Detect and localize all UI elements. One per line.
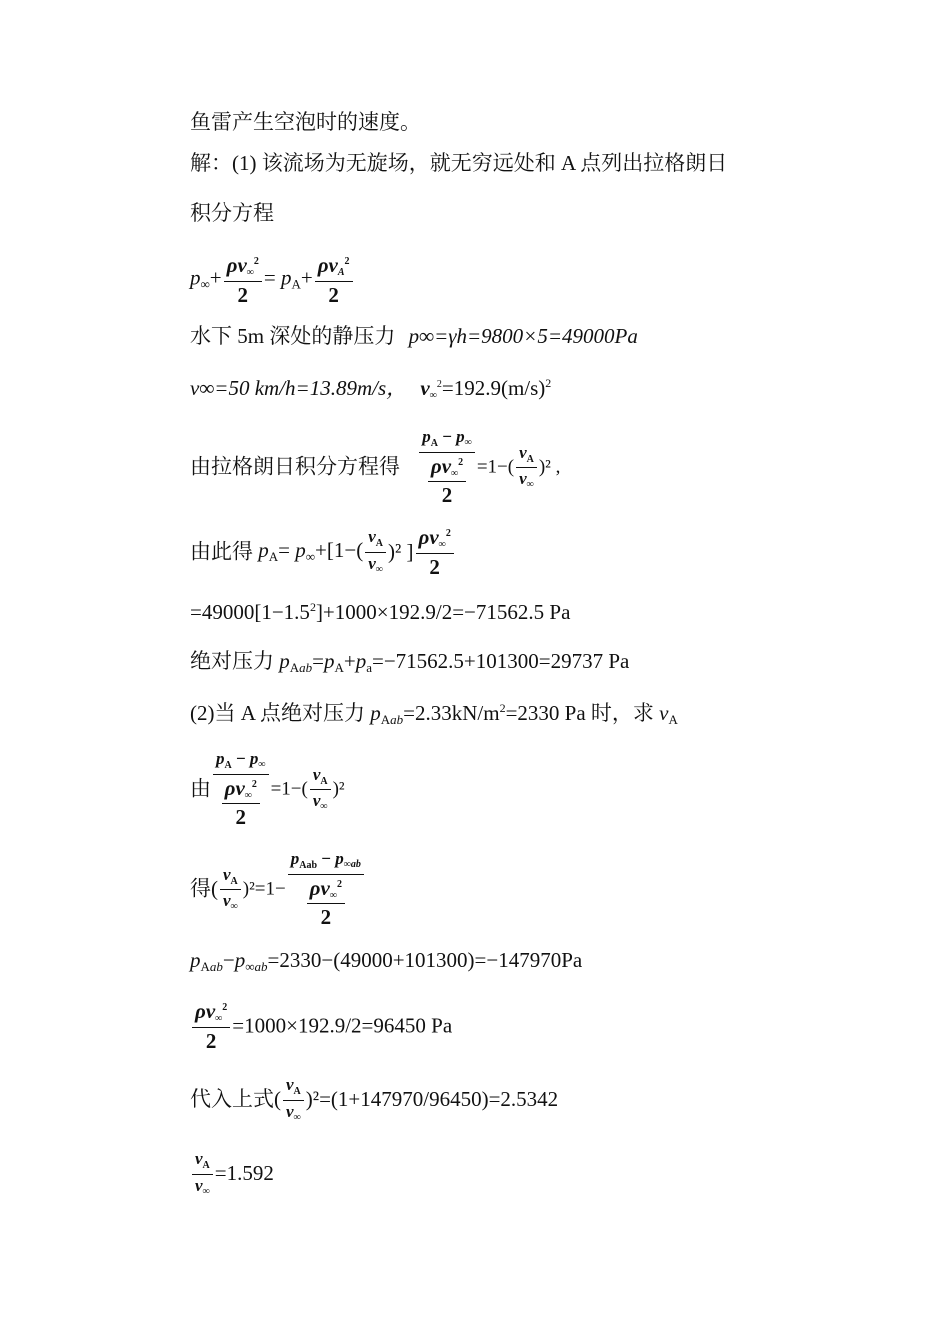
text-line-absolute-pressure: 绝对压力 $p_{Aab}=p_A+p_a=-71562.5+101300=29737$ Pa	[190, 649, 630, 675]
pa-value-a: =49000[1−1.5	[190, 600, 310, 624]
text-line-pa-value: $=49000[1-1.5^2]+1000\times 192.9/2=-71562.5$ Pa	[190, 600, 571, 624]
static-pressure-eq: p∞=γh=9800×5=49000Pa	[408, 324, 638, 348]
text-line-pressure-diff: $p_{Aab}-p_{\infty ab}=2330-(49000+101300)=-147970Pa$	[190, 948, 583, 974]
get-label: 得	[190, 876, 211, 901]
absolute-pressure-eq: =−71562.5+101300=29737 Pa	[372, 649, 630, 673]
pa-value-b: ]+1000×192.9/2=−71562.5 Pa	[315, 600, 571, 624]
static-pressure-label: 水下 5m 深处的静压力	[190, 324, 396, 348]
part2-c: =2330 Pa 时，求	[505, 701, 654, 725]
hence-label: 由此得	[190, 539, 253, 564]
ratio-eq: =1.592	[214, 1161, 274, 1185]
velocity-eq: v∞=50 km/h=13.89m/s，	[190, 376, 408, 400]
part2-a: (2)当 A 点绝对压力	[190, 701, 365, 725]
text-line-1: 鱼雷产生空泡时的速度。	[190, 110, 421, 134]
velocity-squared-eq: =192.9(m/s)	[441, 376, 546, 400]
text-line-velocity: v∞=50 km/h=13.89m/s， $v\infty^2=192.9(m/s)^2$	[190, 376, 552, 401]
text-line-2: 解：(1) 该流场为无旋场，就无穷远处和 A 点列出拉格朗日	[190, 151, 728, 175]
rhs-open: =1−(	[476, 456, 515, 478]
text-line-ratio: $\frac{v_A}{v\infty}$ =1.592	[190, 1150, 274, 1197]
text-line-static-pressure	[190, 326, 638, 347]
from-lagrange-label: 由拉格朗日积分方程得	[190, 454, 400, 479]
text-line-3: 积分方程	[190, 201, 274, 225]
substitute-eq: =(1+147970/96450)=2.5342	[319, 1087, 559, 1111]
equation-lagrange: $p_\infty+$ $\frac{\rho v\infty^2}{2}$ = $p_A+$ $\frac{\rho vA^2}{2}$	[190, 254, 355, 306]
absolute-pressure-label: 绝对压力	[190, 649, 274, 673]
dynamic-eq: =1000×192.9/2=96450 Pa	[232, 1013, 453, 1038]
substitute-label: 代入上式	[190, 1087, 274, 1111]
text-line-dynamic: $\frac{\rho v\infty^2}{2}$ =1000×192.9/2=96450 Pa	[190, 1000, 452, 1052]
text-line-part2: (2)当 A 点绝对压力 $p_{Aab}=2.33kN/m^2=2330$ Pa 时，求 $v_A$	[190, 701, 678, 727]
pressure-diff-eq: =2330−(49000+101300)=−147970Pa	[267, 948, 583, 972]
text-line-get: 得( $\frac{v_A}{v\infty}$ )²=1− $\frac{p_{Aab} - p\infty ab}{\frac{\rho v\infty^2}{2}}$	[190, 850, 366, 928]
part2-b: =2.33kN/m	[403, 701, 500, 725]
from-label: 由	[190, 776, 211, 801]
rhs-close: )² ,	[538, 456, 561, 478]
text-line-substitute: 代入上式( $\frac{v_A}{v\infty}$ )²=(1+147970/96450)=2.5342	[190, 1075, 559, 1123]
text-line-from-lagrange: 由拉格朗日积分方程得 $\frac{p_A - p\infty}{\frac{\rho v\infty^2}{2}}$ =1−( $\frac{v_A}{v\infty}$ )² ,	[190, 427, 561, 507]
text-line-hence: 由此得 $p_A= p_\infty+[1-$( $\frac{v_A}{v\infty}$ )² ] $\frac{\rho v\infty^2}{2}$	[190, 526, 456, 578]
text-line-from-eq: 由 $\frac{p_A - p\infty}{\frac{\rho v\infty^2}{2}}$ =1−( $\frac{v_A}{v\infty}$ )²	[190, 749, 345, 829]
